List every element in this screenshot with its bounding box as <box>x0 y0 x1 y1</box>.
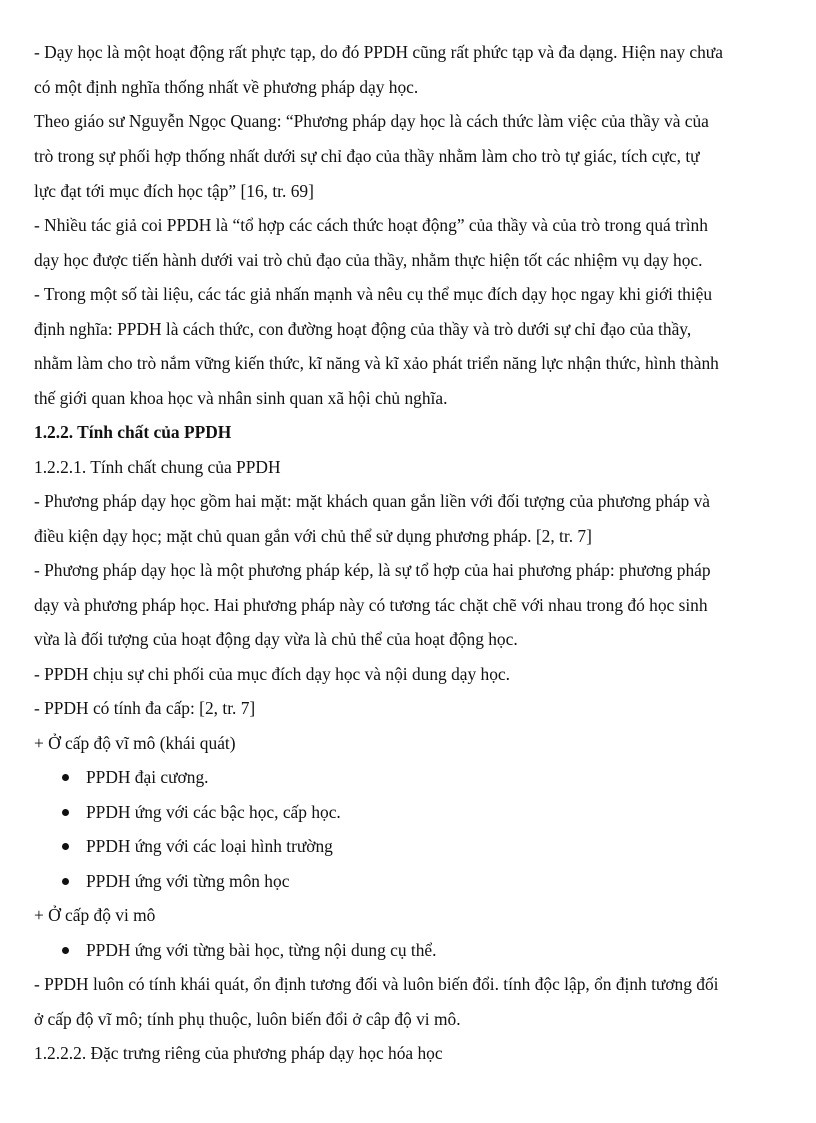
text-line: định nghĩa: PPDH là cách thức, con đường hoạt động của thầy và trò dưới sự chỉ đạo của thầy, <box>34 319 692 339</box>
bullet-icon <box>62 878 69 885</box>
text-line: điều kiện dạy học; mặt chủ quan gắn với chủ thể sử dụng phương pháp. [2, tr. 7] <box>34 526 592 546</box>
text-line: - PPDH có tính đa cấp: [2, tr. 7] <box>34 698 256 718</box>
level-heading-micro: + Ở cấp độ vi mô <box>34 905 156 925</box>
text-line: - PPDH luôn có tính khái quát, ổn định tương đối và luôn biến đổi. tính độc lập, ổn định tương đối <box>34 974 719 994</box>
text-line: dạy và phương pháp học. Hai phương pháp này có tương tác chặt chẽ với nhau trong đó học sinh <box>34 595 708 615</box>
list-item: PPDH ứng với từng bài học, từng nội dung cụ thể. <box>86 940 437 960</box>
list-item: PPDH ứng với các loại hình trường <box>86 836 333 856</box>
bullet-icon <box>62 809 69 816</box>
text-line: trò trong sự phối hợp thống nhất dưới sự chỉ đạo của thầy nhằm làm cho trò tự giác, tích cực, tự <box>34 146 700 166</box>
list-item: PPDH ứng với từng môn học <box>86 871 290 891</box>
level-heading-macro: + Ở cấp độ vĩ mô (khái quát) <box>34 733 236 753</box>
text-line: nhằm làm cho trò nắm vững kiến thức, kĩ năng và kĩ xảo phát triển năng lực nhận thức, hình thành <box>34 353 719 373</box>
subsection-heading: 1.2.2.1. Tính chất chung của PPDH <box>34 457 281 477</box>
list-item: PPDH đại cương. <box>86 767 209 787</box>
text-line: - Phương pháp dạy học là một phương pháp kép, là sự tổ hợp của hai phương pháp: phương pháp <box>34 560 711 580</box>
text-line: dạy học được tiến hành dưới vai trò chủ đạo của thầy, nhằm thực hiện tốt các nhiệm vụ dạy học. <box>34 250 703 270</box>
text-line: - Nhiều tác giả coi PPDH là “tổ hợp các cách thức hoạt động” của thầy và của trò trong quá trình <box>34 215 708 235</box>
list-item: PPDH ứng với các bậc học, cấp học. <box>86 802 341 822</box>
text-line: Theo giáo sư Nguyễn Ngọc Quang: “Phương pháp dạy học là cách thức làm việc của thầy và của <box>34 111 709 131</box>
text-line: - PPDH chịu sự chi phối của mục đích dạy học và nội dung dạy học. <box>34 664 510 684</box>
text-line: - Trong một số tài liệu, các tác giả nhấn mạnh và nêu cụ thể mục đích dạy học ngay khi giới thiệu <box>34 284 713 304</box>
bullet-icon <box>62 843 69 850</box>
text-line: có một định nghĩa thống nhất về phương pháp dạy học. <box>34 77 419 97</box>
text-line: - Dạy học là một hoạt động rất phực tạp, do đó PPDH cũng rất phức tạp và đa dạng. Hiện nay chưa <box>34 42 723 62</box>
text-line: vừa là đối tượng của hoạt động dạy vừa là chủ thể của hoạt động học. <box>34 629 518 649</box>
section-heading: 1.2.2. Tính chất của PPDH <box>34 422 232 442</box>
subsection-heading: 1.2.2.2. Đặc trưng riêng của phương pháp dạy học hóa học <box>34 1043 443 1063</box>
text-line: - Phương pháp dạy học gồm hai mặt: mặt khách quan gắn liền với đối tượng của phương pháp và <box>34 491 711 511</box>
bullet-icon <box>62 947 69 954</box>
text-line: thế giới quan khoa học và nhân sinh quan xã hội chủ nghĩa. <box>34 388 448 408</box>
text-line: lực đạt tới mục đích học tập” [16, tr. 69] <box>34 181 314 201</box>
bullet-icon <box>62 774 69 781</box>
text-line: ở cấp độ vĩ mô; tính phụ thuộc, luôn biến đổi ở câp độ vi mô. <box>34 1009 461 1029</box>
